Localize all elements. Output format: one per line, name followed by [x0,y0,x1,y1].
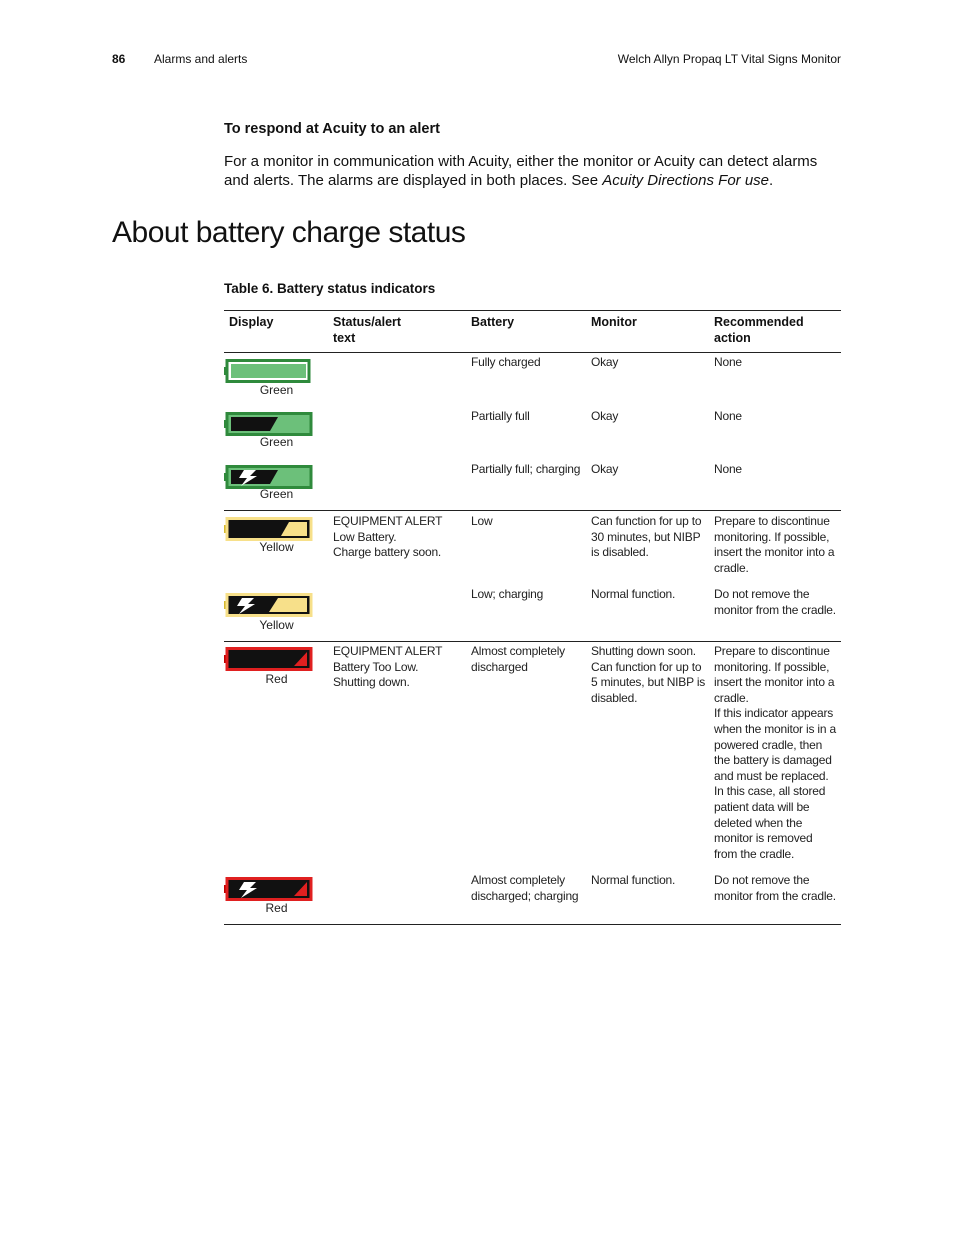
action-cell: None [714,462,742,476]
table-caption: Table 6. Battery status indicators [224,281,436,296]
battery-full-green-icon [224,359,314,383]
column-header-monitor: Monitor [591,315,637,329]
section-title: About battery charge status [112,216,466,249]
display-label: Green [259,383,294,397]
battery-low-charging-yellow-icon [224,593,314,617]
battery-cell: Low [471,514,493,528]
monitor-cell: Okay [591,355,619,369]
action-cell: None [714,355,742,369]
page-number: 86 [112,52,126,66]
display-label: Yellow [259,540,294,554]
battery-cell: Almost completely discharged [471,644,565,674]
battery-cell: Partially full [471,409,530,423]
monitor-cell: Normal function. [591,873,676,887]
monitor-cell: Shutting down soon. Can function for up to 5 minutes, but NIBP is disabled. [591,644,706,705]
display-label: Green [259,487,294,501]
battery-partial-green-icon [224,412,314,436]
column-header-status: Status/alert text [333,315,402,345]
column-header-display: Display [229,315,274,329]
group-rule-yellow [224,641,841,642]
running-section-title: Alarms and alerts [154,52,248,66]
display-label: Green [259,435,294,449]
battery-partial-charging-green-icon [224,465,314,489]
action-cell: Do not remove the monitor from the cradle. [714,587,836,617]
battery-critical-red-icon [224,647,314,671]
battery-cell: Partially full; charging [471,462,581,476]
running-product-title: Welch Allyn Propaq LT Vital Signs Monitor [617,52,841,66]
battery-low-yellow-icon [224,517,314,541]
battery-cell: Almost completely discharged; charging [471,873,579,903]
monitor-cell: Can function for up to 30 minutes, but NIBP is disabled. [591,514,702,560]
group-rule-green [224,510,841,511]
action-cell: Prepare to discontinue monitoring. If possible, insert the monitor into a cradle. If this indicator appears when the monitor is in a powered cradle, then the battery is damaged and must be replaced. In this case, all stored patient data will be deleted when the monitor is removed from the cradle. [714,644,836,861]
table-top-rule [224,310,841,311]
procedure-body-reference: Acuity Directions For use [602,172,770,189]
procedure-body-end: . [769,172,774,189]
monitor-cell: Okay [591,409,619,423]
monitor-cell: Normal function. [591,587,676,601]
battery-critical-charging-red-icon [224,877,314,901]
battery-cell: Fully charged [471,355,541,369]
display-label: Yellow [259,618,294,632]
action-cell: Do not remove the monitor from the cradle. [714,873,836,903]
column-header-battery: Battery [471,315,515,329]
status-cell: EQUIPMENT ALERT Low Battery. Charge battery soon. [333,514,443,560]
monitor-cell: Okay [591,462,619,476]
column-header-action: Recommended action [714,315,804,345]
action-cell: Prepare to discontinue monitoring. If possible, insert the monitor into a cradle. [714,514,835,575]
header-rule [224,352,841,353]
table-bottom-rule [224,924,841,925]
procedure-body-text: For a monitor in communication with Acuity, either the monitor or Acuity can detect alarms and alerts. The alarms are displayed in both places. See [224,153,818,189]
status-cell: EQUIPMENT ALERT Battery Too Low. Shutting down. [333,644,443,690]
procedure-heading: To respond at Acuity to an alert [224,121,440,137]
procedure-body [224,152,844,190]
display-label: Red [265,901,288,915]
battery-cell: Low; charging [471,587,544,601]
action-cell: None [714,409,742,423]
display-label: Red [265,672,288,686]
